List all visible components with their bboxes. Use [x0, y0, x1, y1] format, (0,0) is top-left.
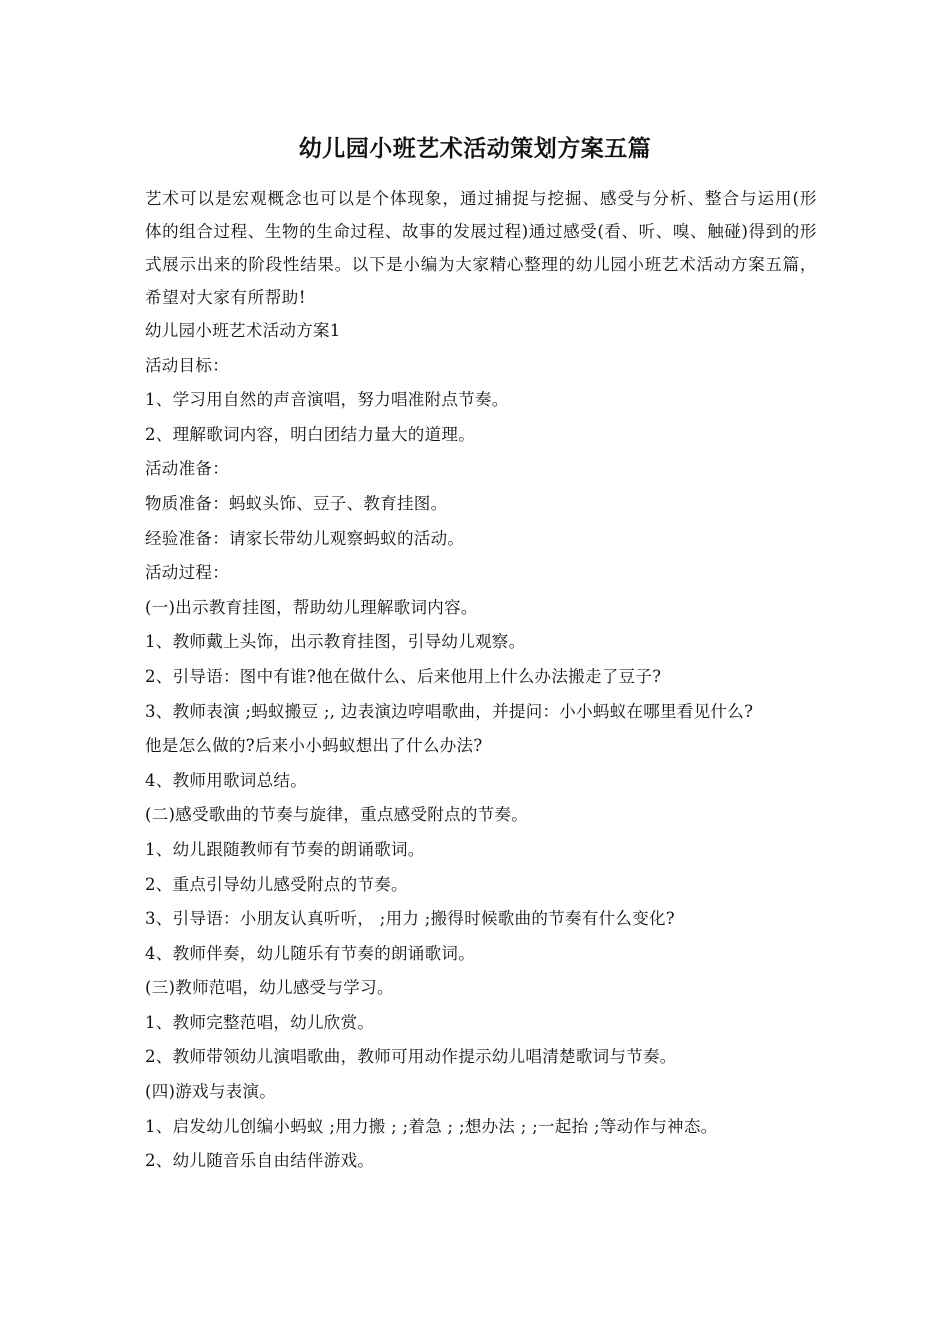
body-lines — [145, 314, 817, 1179]
body-line: 1、教师戴上头饰，出示教育挂图，引导幼儿观察。 — [145, 632, 526, 652]
body-line: 2、理解歌词内容，明白团结力量大的道理。 — [145, 424, 475, 444]
body-line: 2、幼儿随音乐自由结伴游戏。 — [145, 1151, 375, 1171]
body-line: 他是怎么做的?后来小小蚂蚁想出了什么办法? — [145, 736, 483, 756]
body-line: (三)教师范唱，幼儿感受与学习。 — [145, 978, 394, 998]
body-line: 2、教师带领幼儿演唱歌曲，教师可用动作提示幼儿唱清楚歌词与节奏。 — [145, 1047, 677, 1067]
body-line: 经验准备：请家长带幼儿观察蚂蚁的活动。 — [145, 528, 465, 548]
body-line: 2、引导语：图中有谁?他在做什么、后来他用上什么办法搬走了豆子? — [145, 666, 662, 686]
body-line: 3、引导语：小朋友认真听听， ;用力 ;搬得时候歌曲的节奏有什么变化? — [145, 909, 675, 929]
body-line: (一)出示教育挂图，帮助幼儿理解歌词内容。 — [145, 597, 478, 617]
body-line: (二)感受歌曲的节奏与旋律，重点感受附点的节奏。 — [145, 805, 529, 825]
body-line: 1、启发幼儿创编小蚂蚁 ;用力搬 ; ;着急 ; ;想办法 ; ;一起抬 ;等动作与神态。 — [145, 1116, 718, 1136]
body-line: 4、教师用歌词总结。 — [145, 770, 307, 790]
body-line: 1、教师完整范唱，幼儿欣赏。 — [145, 1012, 375, 1032]
document-title: 幼儿园小班艺术活动策划方案五篇 — [298, 135, 652, 162]
body-line: 1、学习用自然的声音演唱，努力唱准附点节奏。 — [145, 390, 509, 410]
body-line: 活动准备： — [145, 459, 229, 479]
body-line: (四)游戏与表演。 — [145, 1082, 277, 1102]
body-line: 活动过程： — [145, 563, 229, 583]
body-line: 3、教师表演 ;蚂蚁搬豆 ;, 边表演边哼唱歌曲，并提问：小小蚂蚁在哪里看见什么? — [145, 701, 754, 721]
intro-paragraph: 艺术可以是宏观概念也可以是个体现象，通过捕捉与挖掘、感受与分析、整合与运用(形体的组合过程、生物的生命过程、故事的发展过程)通过感受(看、听、嗅、触碰)得到的形式展示出来的阶段性结果。以下是小编为大家精心整理的幼儿园小班艺术活动方案五篇，希望对大家有所帮助! — [145, 189, 817, 307]
document-body — [145, 182, 817, 1179]
body-line: 4、教师伴奏，幼儿随乐有节奏的朗诵歌词。 — [145, 943, 475, 963]
body-line: 物质准备：蚂蚁头饰、豆子、教育挂图。 — [145, 493, 448, 513]
body-line: 1、幼儿跟随教师有节奏的朗诵歌词。 — [145, 839, 425, 859]
body-line: 活动目标： — [145, 355, 229, 375]
body-line: 幼儿园小班艺术活动方案1 — [145, 321, 341, 340]
body-line: 2、重点引导幼儿感受附点的节奏。 — [145, 874, 408, 894]
